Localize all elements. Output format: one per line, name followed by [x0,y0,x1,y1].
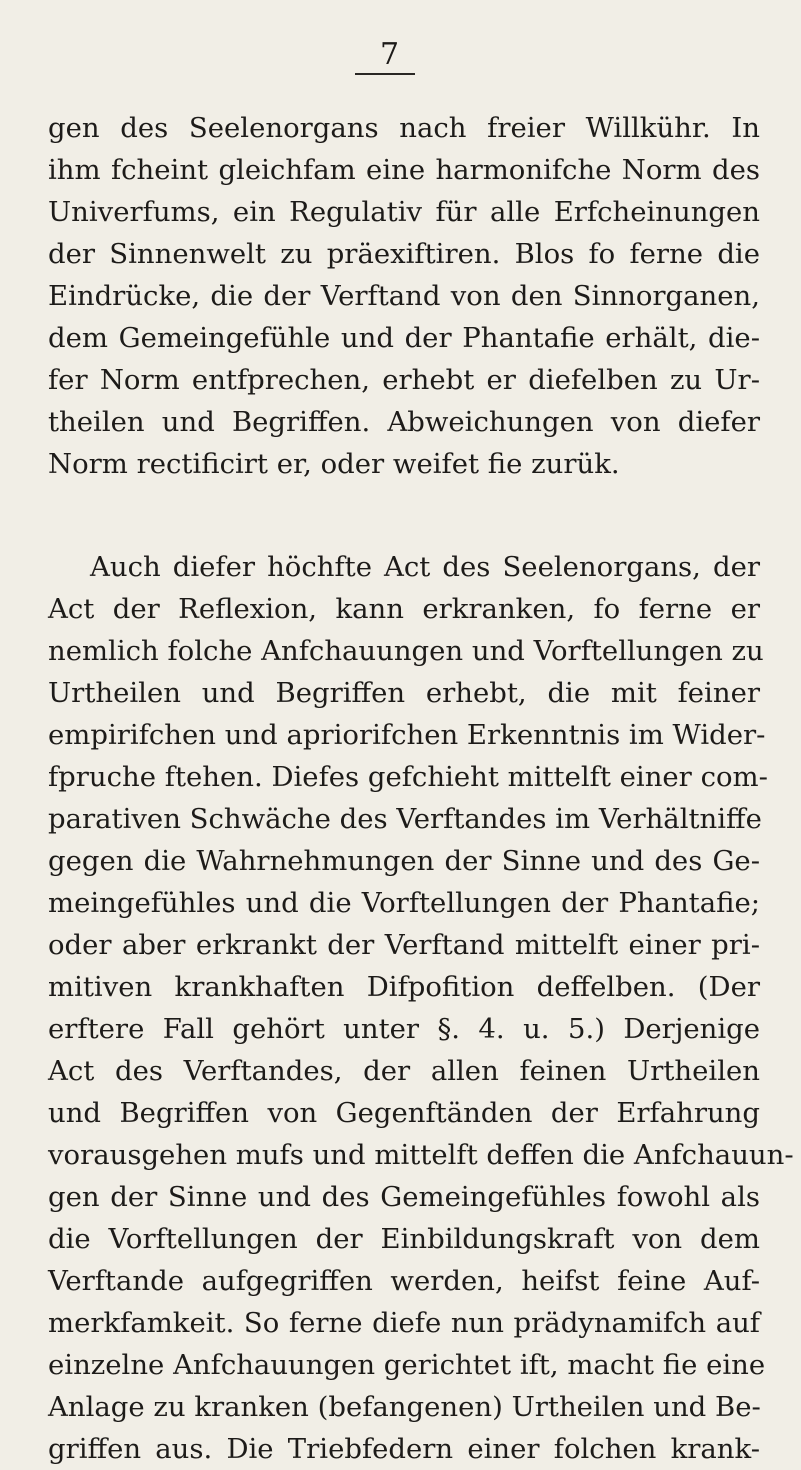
text-line: theilen und Begriffen. Abweichungen von diefer [48,406,760,438]
text-line: gegen die Wahrnehmungen der Sinne und des Ge- [48,845,760,877]
text-line: Act des Verftandes, der allen feinen Urtheilen [48,1055,760,1087]
text-line: Urtheilen und Begriffen erhebt, die mit feiner [48,677,760,709]
text-line: ihm fcheint gleichfam eine harmonifche Norm des [48,154,760,186]
text-line: parativen Schwäche des Verftandes im Verhältniffe [48,803,762,835]
text-line: Univerfums, ein Regulativ für alle Erfcheinungen [48,196,760,228]
text-line: meingefühles und die Vorftellungen der Phantafie; [48,887,760,919]
paragraph-2 [48,546,794,1470]
page-number: 7 [379,37,401,72]
paragraph-1 [48,107,760,485]
text-line: Act der Reflexion, kann erkranken, fo ferne er [48,593,760,625]
text-line: die Vorftellungen der Einbildungskraft von dem [48,1223,760,1255]
text-line: vorausgehen mufs und mittelft deffen die Anfchauun- [48,1139,794,1171]
text-line: Auch diefer höchfte Act des Seelenorgans, der [90,551,760,583]
text-line: Norm rectificirt er, oder weifet fie zurük. [48,448,620,480]
text-line: griffen aus. Die Triebfedern einer folchen krank- [48,1433,760,1465]
text-line: fpruche ftehen. Diefes gefchieht mittelft einer com- [48,761,768,793]
text-line: empirifchen und apriorifchen Erkenntnis im Wider- [48,719,766,751]
text-line: mitiven krankhaften Difpofition deffelben. (Der [48,971,760,1003]
text-line: erftere Fall gehört unter §. 4. u. 5.) Derjenige [48,1013,760,1045]
page-number-rule [355,73,415,75]
text-line: gen der Sinne und des Gemeingefühles fowohl als [48,1181,760,1213]
text-line: einzelne Anfchauungen gerichtet ift, macht fie eine [48,1349,766,1381]
text-line: oder aber erkrankt der Verftand mittelft einer pri- [48,929,760,961]
text-line: fer Norm entfprechen, erhebt er diefelben zu Ur- [48,364,760,396]
text-line: nemlich folche Anfchauungen und Vorftellungen zu [48,635,764,667]
text-line: merkfamkeit. So ferne diefe nun prädynamifch auf [48,1307,760,1339]
text-line: und Begriffen von Gegenftänden der Erfahrung [48,1097,760,1129]
text-line: Verftande aufgegriffen werden, heifst feine Auf- [48,1265,760,1297]
text-line: der Sinnenwelt zu präexiftiren. Blos fo ferne die [48,238,760,270]
text-line: Anlage zu kranken (befangenen) Urtheilen und Be- [48,1391,761,1423]
text-line: Eindrücke, die der Verftand von den Sinnorganen, [48,280,760,312]
text-line: dem Gemeingefühle und der Phantafie erhält, die- [48,322,760,354]
text-line: gen des Seelenorgans nach freier Willkühr. In [48,112,760,144]
